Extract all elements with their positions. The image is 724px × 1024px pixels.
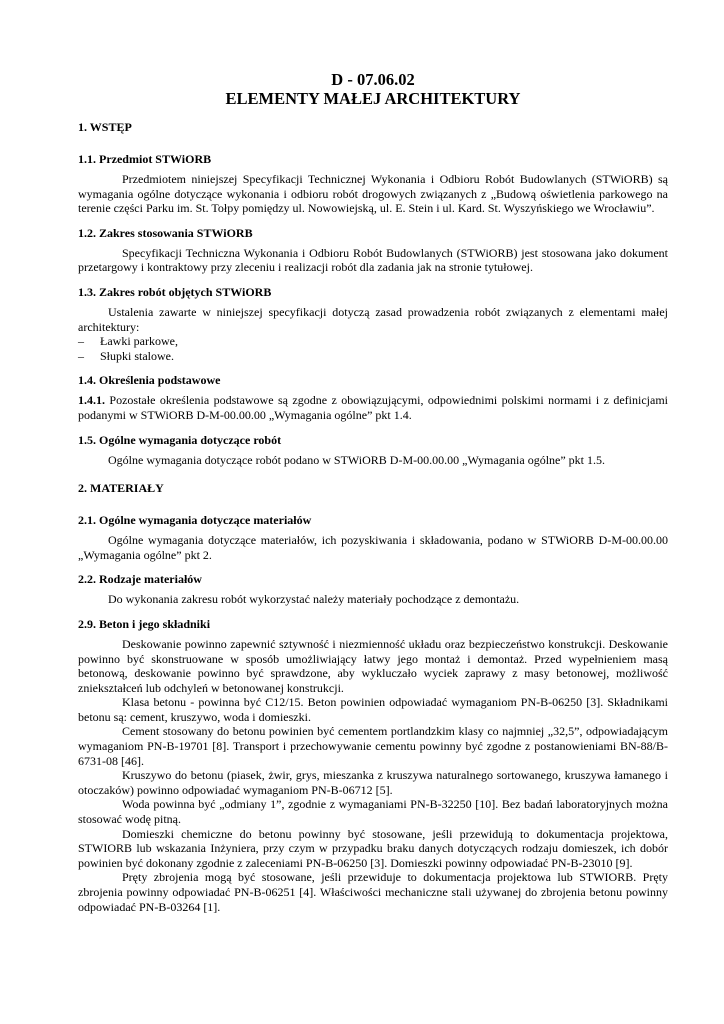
section-heading-1-2: 1.2. Zakres stosowania STWiORB — [78, 225, 253, 240]
paragraph-cement: Cement stosowany do betonu powinien być cementem portlandzkim klasy co najmniej „32,5”, odpowiadającym wymaganiom PN-B-19701 [8]. Transport i przechowywanie cementu powinny być zgodne z postanowieniami BN-88/B-6731-08 [46]. — [78, 724, 668, 768]
paragraph-formwork: Deskowanie powinno zapewnić sztywność i niezmienność układu oraz bezpieczeństwo konstrukcji. Deskowanie powinno być skonstruowane w sposób umożliwiający łatwy jego montaż i demontaż. Przed wypełnieniem masą betonową, deskowanie powinno być sprawdzone, aby wykluczało wyciek zaprawy z masy betonowej, możliwość zniekształceń lub odchyleń w betonowanej konstrukcji. — [78, 636, 668, 695]
section-heading-2-9: 2.9. Beton i jego składniki — [78, 616, 211, 631]
section-heading-2: 2. MATERIAŁY — [78, 481, 164, 496]
paragraph-1-2: Specyfikacji Techniczna Wykonania i Odbioru Robót Budowlanych (STWiORB) jest stosowana jako dokument przetargowy i kontraktowy przy zleceniu i realizacji robót dla zadania jak na stronie tytułowej. — [78, 245, 668, 275]
spec-title: ELEMENTY MAŁEJ ARCHITEKTURY — [225, 89, 521, 108]
paragraph-1-5: Ogólne wymagania dotyczące robót podano w STWiORB D-M-00.00.00 „Wymagania ogólne” pkt 1.5. — [108, 452, 606, 467]
paragraph-2-1: Ogólne wymagania dotyczące materiałów, ich pozyskiwania i składowania, podano w STWiORB D-M-00.00.00 „Wymagania ogólne” pkt 2. — [78, 533, 668, 562]
clause-number: 1.4.1. — [78, 393, 105, 408]
paragraph-reinforcement: Pręty zbrojenia mogą być stosowane, jeśli przewiduje to dokumentacja projektowa lub STWIORB. Pręty zbrojenia powinny odpowiadać PN-B-06251 [4]. Właściwości mechaniczne stali używanej do zbrojenia betonu powinny odpowiadać PN-B-03264 [1]. — [78, 870, 668, 914]
paragraph-1-4-1 — [78, 393, 668, 422]
clause-text: Pozostałe określenia podstawowe są zgodne z obowiązującymi, odpowiednimi polskimi normami i z definicjami podanymi w STWiORB D-M-00.00.00 „Wymagania ogólne” pkt 1.4. — [78, 393, 668, 422]
list-item: – Ławki parkowe, — [78, 334, 668, 349]
section-heading-1-1: 1.1. Przedmiot STWiORB — [78, 152, 212, 166]
paragraph-1-1: Przedmiotem niniejszej Specyfikacji Technicznej Wykonania i Odbioru Robót Budowlanych (STWiORB) są wymagania ogólne dotyczące wykonania i odbioru robót drogowych związanych z „Budową oświetlenia parkowego na terenie części Parku im. St. Tołpy pomiędzy ul. Nowowiejską, ul. E. Stein i ul. Kard. St. Wyszyńskiego we Wrocławiu”. — [78, 172, 668, 216]
section-heading-2-1: 2.1. Ogólne wymagania dotyczące materiałów — [78, 513, 312, 528]
paragraph-concrete-class: Klasa betonu - powinna być C12/15. Beton powinien odpowiadać wymaganiom PN-B-06250 [3]. Składnikami betonu są: cement, kruszywo, woda i domieszki. — [78, 695, 668, 724]
section-heading-1: 1. WSTĘP — [78, 120, 132, 134]
scope-list — [78, 334, 668, 363]
section-heading-1-5: 1.5. Ogólne wymagania dotyczące robót — [78, 432, 282, 447]
list-item: – Słupki stalowe. — [78, 349, 668, 364]
paragraph-1-3: Ustalenia zawarte w niniejszej specyfikacji dotyczą zasad prowadzenia robót związanych z elementami małej architektury: — [78, 304, 668, 334]
paragraph-aggregate: Kruszywo do betonu (piasek, żwir, grys, mieszanka z kruszywa naturalnego sortowanego, kruszywa łamanego i otoczaków) powinno odpowiadać wymaganiom PN-B-06712 [5]. — [78, 768, 668, 797]
paragraph-water: Woda powinna być „odmiany 1”, zgodnie z wymaganiami PN-B-32250 [10]. Bez badań laboratoryjnych można stosować wodę pitną. — [78, 797, 668, 827]
paragraph-2-2: Do wykonania zakresu robót wykorzystać należy materiały pochodzące z demontażu. — [108, 592, 520, 607]
section-heading-1-4: 1.4. Określenia podstawowe — [78, 373, 221, 388]
document-title — [78, 70, 668, 108]
section-heading-1-3: 1.3. Zakres robót objętych STWiORB — [78, 284, 272, 299]
section-heading-2-2: 2.2. Rodzaje materiałów — [78, 572, 202, 587]
spec-code: D - 07.06.02 — [331, 70, 415, 89]
paragraph-admixtures: Domieszki chemiczne do betonu powinny być stosowane, jeśli przewidują to dokumentacja projektowa, STWIORB lub wskazania Inżyniera, przy czym w przypadku braku danych dotyczących rodzaju domieszek, ich dobór powinien być dokonany zgodnie z zaleceniami PN-B-06250 [3]. Domieszki powinny odpowiadać PN-B-23010 [9]. — [78, 826, 668, 870]
